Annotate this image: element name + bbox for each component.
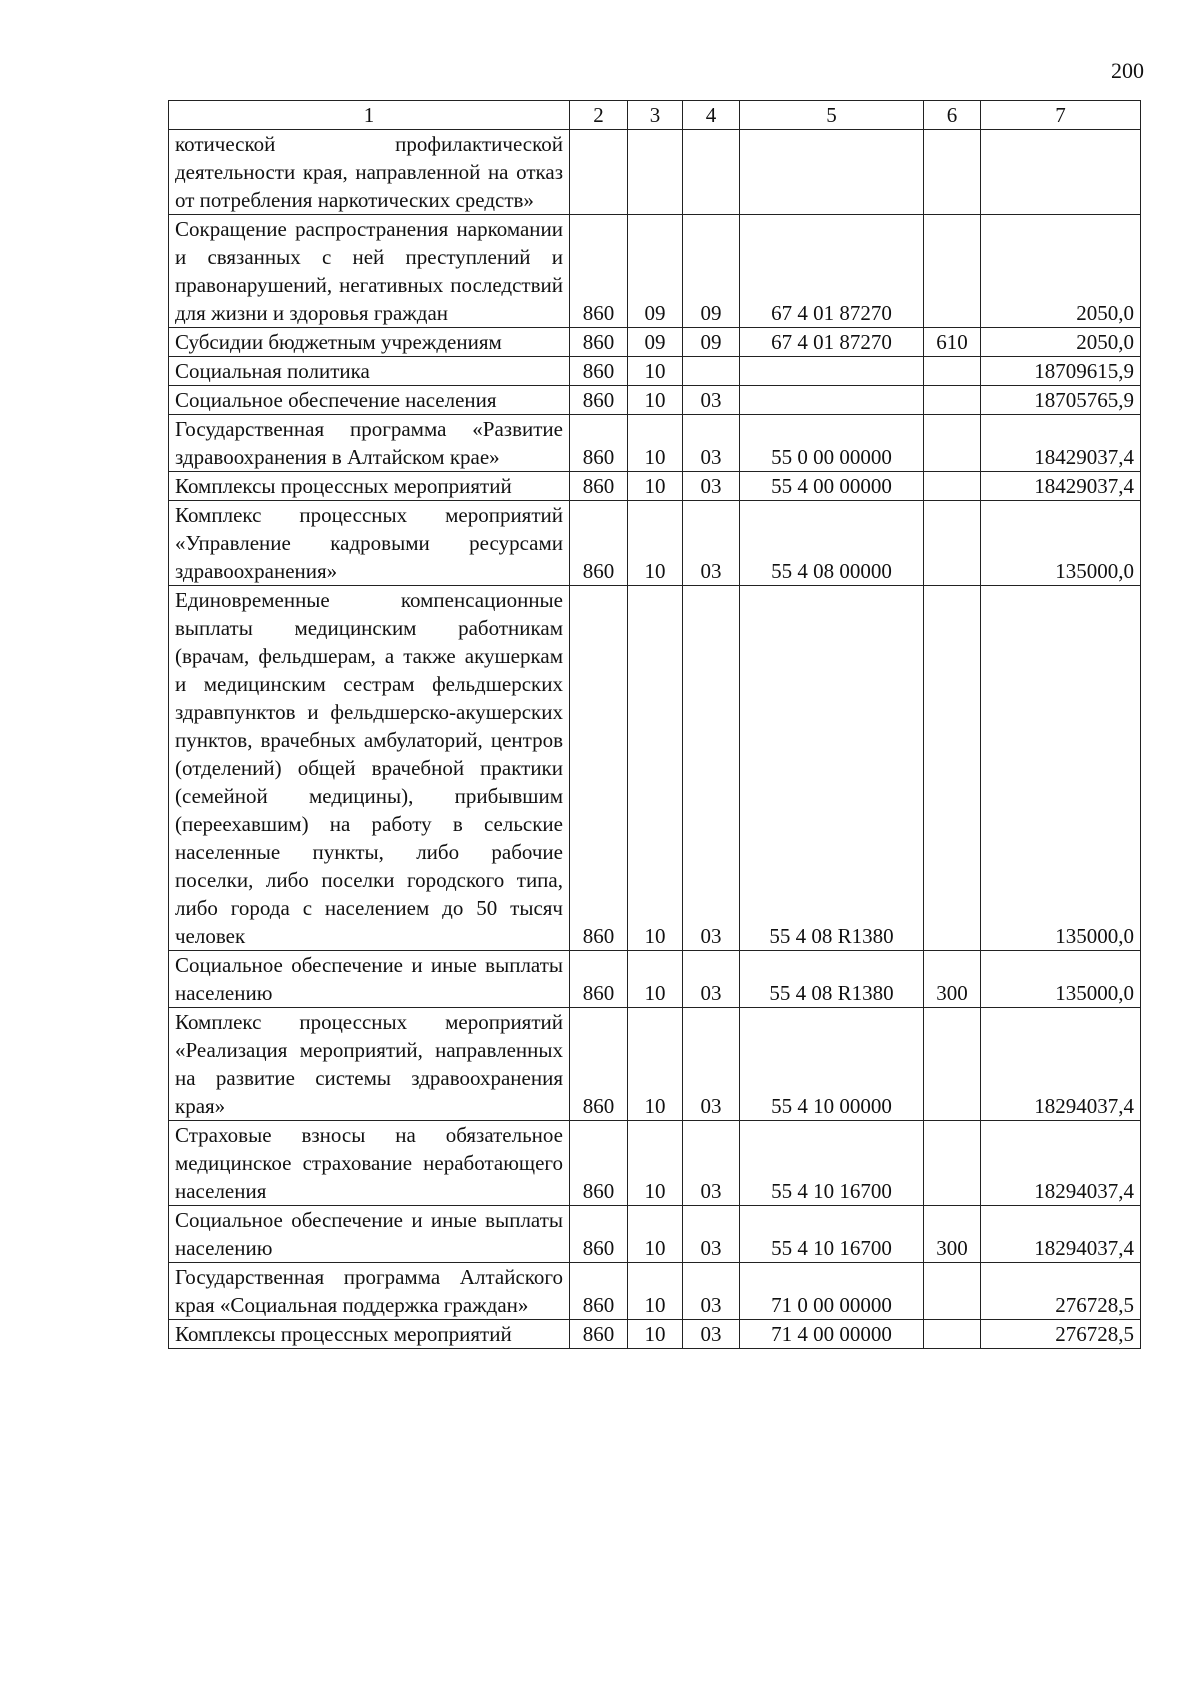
column-header: 5	[740, 101, 924, 130]
row-name: Сокращение распространения наркомании и связанных с ней преступлений и правонарушений, негативных последствий для жизни и здоровья граждан	[169, 215, 570, 328]
row-code-target: 71 0 00 00000	[740, 1263, 924, 1320]
row-name: Государственная программа Алтайского края «Социальная поддержка граждан»	[169, 1263, 570, 1320]
table-header-row	[169, 101, 1141, 130]
row-code-section: 10	[628, 415, 683, 472]
row-name: Государственная программа «Развитие здравоохранения в Алтайском крае»	[169, 415, 570, 472]
row-code-target: 55 4 08 00000	[740, 501, 924, 586]
table-row	[169, 472, 1141, 501]
row-code-section: 10	[628, 1206, 683, 1263]
row-code-expense-type	[924, 1121, 981, 1206]
column-header: 2	[570, 101, 628, 130]
table-row	[169, 501, 1141, 586]
row-amount: 18429037,4	[981, 415, 1141, 472]
row-code-subsection: 03	[683, 386, 740, 415]
row-amount: 276728,5	[981, 1320, 1141, 1349]
row-code-target	[740, 130, 924, 215]
row-name: Страховые взносы на обязательное медицинское страхование неработающего населения	[169, 1121, 570, 1206]
row-name: Субсидии бюджетным учреждениям	[169, 328, 570, 357]
row-amount: 135000,0	[981, 501, 1141, 586]
table-row	[169, 130, 1141, 215]
row-amount: 2050,0	[981, 215, 1141, 328]
row-code-target: 67 4 01 87270	[740, 328, 924, 357]
table-row	[169, 415, 1141, 472]
row-code-subsection: 03	[683, 1320, 740, 1349]
row-code-target: 55 4 10 00000	[740, 1008, 924, 1121]
row-code-target: 55 4 08 R1380	[740, 951, 924, 1008]
row-code-expense-type	[924, 415, 981, 472]
row-code-target: 67 4 01 87270	[740, 215, 924, 328]
row-name: Комплекс процессных мероприятий «Управление кадровыми ресурсами здравоохранения»	[169, 501, 570, 586]
budget-table	[168, 100, 1141, 1349]
row-code-target	[740, 386, 924, 415]
row-code-admin: 860	[570, 472, 628, 501]
column-header: 1	[169, 101, 570, 130]
row-code-expense-type	[924, 472, 981, 501]
row-name: Социальное обеспечение и иные выплаты населению	[169, 951, 570, 1008]
row-code-section: 10	[628, 586, 683, 951]
row-code-admin: 860	[570, 328, 628, 357]
row-code-target	[740, 357, 924, 386]
row-amount: 18294037,4	[981, 1121, 1141, 1206]
row-amount: 276728,5	[981, 1263, 1141, 1320]
row-code-section: 10	[628, 1008, 683, 1121]
row-code-admin: 860	[570, 1008, 628, 1121]
row-code-admin: 860	[570, 1121, 628, 1206]
row-amount: 135000,0	[981, 586, 1141, 951]
column-header: 3	[628, 101, 683, 130]
column-header: 4	[683, 101, 740, 130]
row-code-subsection: 03	[683, 586, 740, 951]
row-code-expense-type	[924, 1008, 981, 1121]
row-code-admin: 860	[570, 415, 628, 472]
row-amount: 18709615,9	[981, 357, 1141, 386]
row-code-section: 10	[628, 357, 683, 386]
row-code-subsection	[683, 357, 740, 386]
row-name: Комплекс процессных мероприятий «Реализация мероприятий, направленных на развитие системы здравоохранения края»	[169, 1008, 570, 1121]
row-code-target: 55 0 00 00000	[740, 415, 924, 472]
row-code-admin: 860	[570, 501, 628, 586]
row-amount: 135000,0	[981, 951, 1141, 1008]
row-name: Социальное обеспечение населения	[169, 386, 570, 415]
row-amount: 18294037,4	[981, 1206, 1141, 1263]
row-code-admin: 860	[570, 951, 628, 1008]
row-code-expense-type	[924, 130, 981, 215]
row-code-expense-type	[924, 357, 981, 386]
row-code-target: 55 4 00 00000	[740, 472, 924, 501]
row-amount: 18294037,4	[981, 1008, 1141, 1121]
table-row	[169, 586, 1141, 951]
column-header: 7	[981, 101, 1141, 130]
table-row	[169, 1263, 1141, 1320]
row-name: Социальная политика	[169, 357, 570, 386]
row-code-subsection: 03	[683, 501, 740, 586]
table-row	[169, 215, 1141, 328]
row-code-admin: 860	[570, 357, 628, 386]
row-amount: 2050,0	[981, 328, 1141, 357]
row-code-target: 55 4 10 16700	[740, 1206, 924, 1263]
row-code-subsection: 03	[683, 415, 740, 472]
row-code-target: 71 4 00 00000	[740, 1320, 924, 1349]
row-code-admin: 860	[570, 1206, 628, 1263]
row-code-admin: 860	[570, 1263, 628, 1320]
row-code-expense-type	[924, 501, 981, 586]
row-name: Социальное обеспечение и иные выплаты населению	[169, 1206, 570, 1263]
row-code-section: 10	[628, 1121, 683, 1206]
row-code-section: 10	[628, 501, 683, 586]
row-code-admin: 860	[570, 386, 628, 415]
row-amount: 18429037,4	[981, 472, 1141, 501]
row-code-admin: 860	[570, 586, 628, 951]
row-code-admin: 860	[570, 1320, 628, 1349]
row-code-subsection: 03	[683, 1206, 740, 1263]
row-code-expense-type: 610	[924, 328, 981, 357]
row-code-section: 10	[628, 1263, 683, 1320]
row-code-section: 10	[628, 472, 683, 501]
row-code-subsection: 09	[683, 215, 740, 328]
table-row	[169, 1008, 1141, 1121]
table-row	[169, 328, 1141, 357]
row-code-expense-type	[924, 215, 981, 328]
row-code-target: 55 4 10 16700	[740, 1121, 924, 1206]
row-code-expense-type: 300	[924, 951, 981, 1008]
row-code-subsection: 03	[683, 951, 740, 1008]
row-code-section: 09	[628, 215, 683, 328]
row-code-target: 55 4 08 R1380	[740, 586, 924, 951]
row-code-subsection: 03	[683, 1121, 740, 1206]
row-code-expense-type: 300	[924, 1206, 981, 1263]
row-code-section: 10	[628, 1320, 683, 1349]
page-number: 200	[1111, 58, 1144, 83]
row-code-section: 10	[628, 951, 683, 1008]
row-amount: 18705765,9	[981, 386, 1141, 415]
table-row	[169, 951, 1141, 1008]
row-code-admin	[570, 130, 628, 215]
table-row	[169, 357, 1141, 386]
table-row	[169, 386, 1141, 415]
table-row	[169, 1206, 1141, 1263]
row-code-admin: 860	[570, 215, 628, 328]
table-row	[169, 1121, 1141, 1206]
row-name: Комплексы процессных мероприятий	[169, 472, 570, 501]
row-code-subsection	[683, 130, 740, 215]
row-name: Комплексы процессных мероприятий	[169, 1320, 570, 1349]
row-code-expense-type	[924, 386, 981, 415]
column-header: 6	[924, 101, 981, 130]
row-code-expense-type	[924, 1320, 981, 1349]
row-amount	[981, 130, 1141, 215]
row-code-section: 09	[628, 328, 683, 357]
row-name: котической профилактической деятельности края, направленной на отказ от потребления наркотических средств»	[169, 130, 570, 215]
row-code-subsection: 03	[683, 1263, 740, 1320]
row-code-subsection: 09	[683, 328, 740, 357]
row-code-subsection: 03	[683, 1008, 740, 1121]
row-code-subsection: 03	[683, 472, 740, 501]
row-code-expense-type	[924, 1263, 981, 1320]
row-code-section	[628, 130, 683, 215]
row-code-section: 10	[628, 386, 683, 415]
row-name: Единовременные компенсационные выплаты медицинским работникам (врачам, фельдшерам, а также акушеркам и медицинским сестрам фельдшерских здравпунктов и фельдшерско-акушерских пунктов, врачебных амбулаторий, центров (отделений) общей врачебной практики (семейной медицины), прибывшим (переехавшим) на работу в сельские населенные пункты, либо рабочие поселки, либо поселки городского типа, либо города с населением до 50 тысяч человек	[169, 586, 570, 951]
row-code-expense-type	[924, 586, 981, 951]
table-row	[169, 1320, 1141, 1349]
